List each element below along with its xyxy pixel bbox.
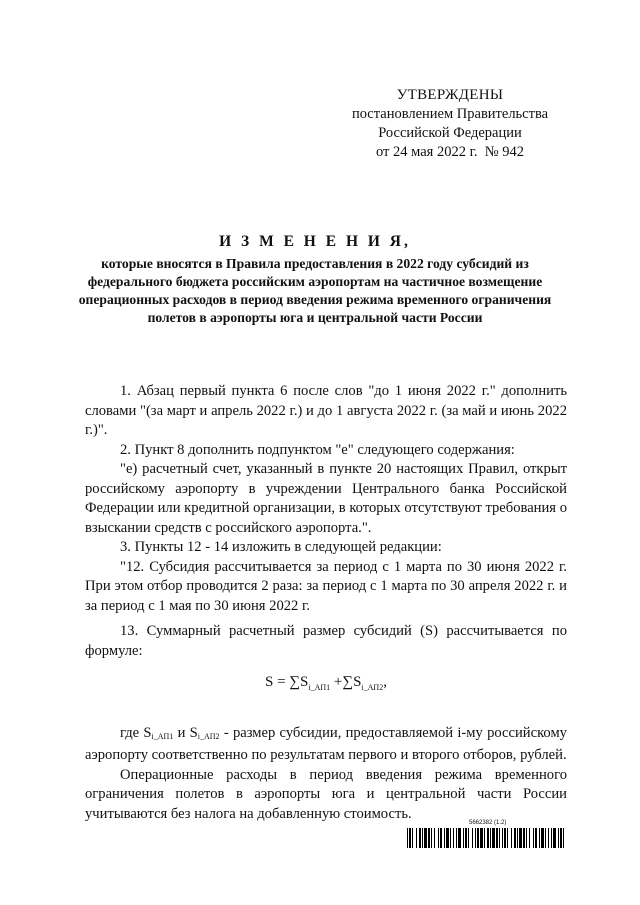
p7-start: где S [120,724,152,741]
p7-and: и S [173,724,198,741]
paragraph-4: 3. Пункты 12 - 14 изложить в следующей редакции: [120,539,442,555]
p7-rest: - размер субсидии, предоставляемой i-му российскому аэропорту соответственно по результатам первого и второго отборов, рублей. [85,724,567,763]
formula-lhs: S = ∑S [265,674,309,690]
barcode [407,828,567,848]
approval-stamp [340,86,560,162]
formula-sub-1: i_АП1 [308,683,331,692]
paragraph-8: Операционные расходы в период введения режима временного ограничения полетов в аэропорты юга и центральной части России учитываются без налога на добавленную стоимость. [85,766,567,822]
approved-line-1: постановлением Правительства [351,106,549,122]
heading-title: И З М Е Н Е Н И Я, [219,233,411,250]
approved-line-2: Российской Федерации [378,125,522,141]
approved-title: УТВЕРЖДЕНЫ [396,87,504,103]
document-body [85,382,567,824]
approved-line-3: от 24 мая 2022 г. № 942 [376,144,524,160]
paragraph-1: 1. Абзац первый пункта 6 после слов "до 1 июня 2022 г." дополнить словами "(за март и апрель 2022 г.) и до 1 августа 2022 г. (за май и июнь 2022 г.)". [85,383,567,438]
formula-end: , [383,674,387,690]
barcode-number: 5662382 (1.2) [469,820,507,826]
paragraph-7 [85,724,567,766]
paragraph-2: 2. Пункт 8 дополнить подпунктом "е" следующего содержания: [120,441,515,458]
paragraph-3: "е) расчетный счет, указанный в пункте 20 настоящих Правил, открыт российскому аэропорту в учреждении Центрального банка Российской Федерации или кредитной организации, в которых отсутствуют требования о взыскании средств с российского аэропорта.". [85,461,567,536]
barcode-block [407,820,567,850]
formula-sub-2: i_АП2 [361,683,384,692]
heading-subtitle: которые вносятся в Правила предоставления в 2022 году субсидий из федерального бюджета российским аэропортам на частичное возмещение операционных расходов в период введения режима временного ограничения полетов в аэропорты юга и центральной части России [78,256,552,325]
document-heading [60,233,570,327]
p7-sub-2: i_АП2 [197,731,220,741]
formula-mid: +∑S [330,674,362,690]
p7-sub-1: i_АП1 [151,731,174,741]
barcode-bar [564,828,567,848]
subsidy-formula [85,673,567,698]
paragraph-5: "12. Субсидия рассчитывается за период с 1 марта по 30 июня 2022 г. При этом отбор проводится 2 раза: за период с 1 марта по 30 апреля 2022 г. и за период с 1 мая по 30 июня 2022 г. [85,558,567,614]
paragraph-6: 13. Суммарный расчетный размер субсидий (S) рассчитывается по формуле: [85,623,567,659]
